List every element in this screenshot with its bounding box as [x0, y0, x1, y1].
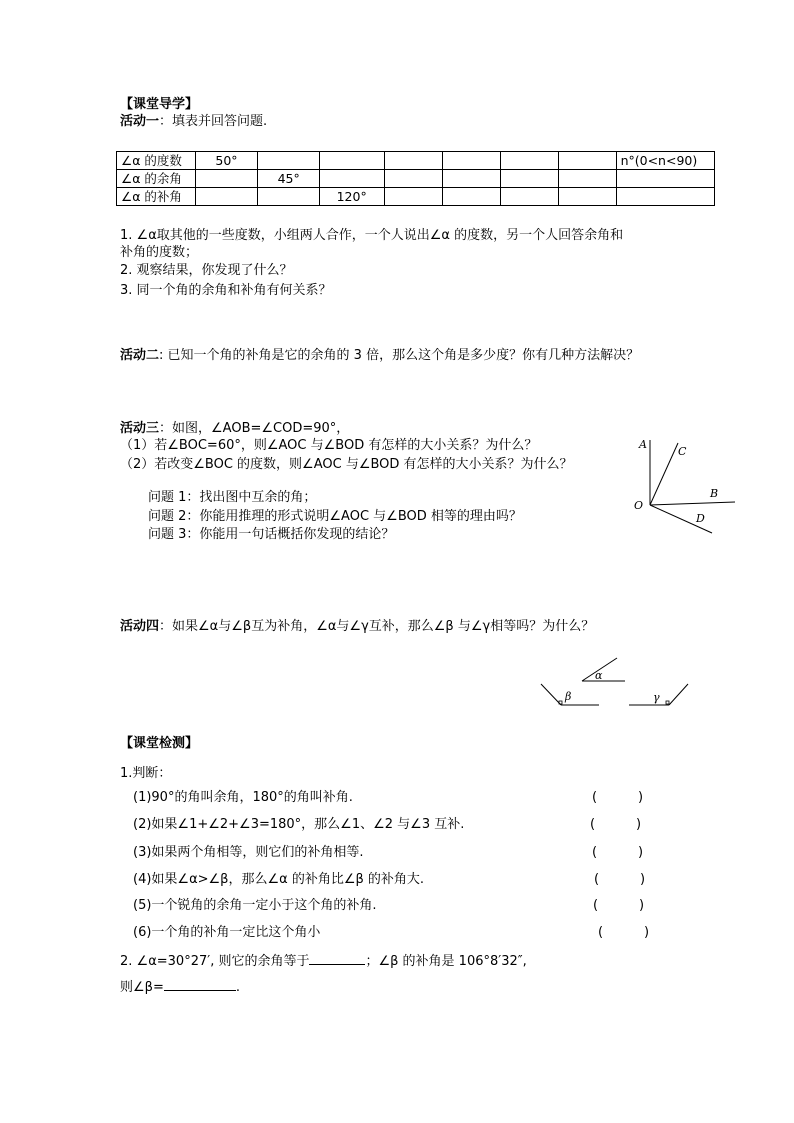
fill-line2-prefix: 则∠β= — [120, 980, 164, 995]
angle-figure-alpha-beta-gamma — [535, 650, 695, 710]
activity3-text: ：如图，∠AOB=∠COD=90°， — [159, 421, 350, 436]
table-cell[interactable] — [384, 188, 442, 206]
judge-item-3: (3)如果两个角相等，则它们的补角相等. — [133, 845, 364, 860]
table-row-label: ∠α 的余角 — [117, 170, 196, 188]
table-cell[interactable] — [616, 170, 714, 188]
activity1-title: 活动一 — [120, 114, 160, 129]
table-cell[interactable] — [442, 188, 500, 206]
table-cell: 45° — [258, 170, 319, 188]
judge-item-2: (2)如果∠1+∠2+∠3=180°，那么∠1、∠2 与∠3 互补. — [133, 817, 465, 832]
table-cell[interactable] — [500, 152, 558, 170]
activity2-text: : 已知一个角的补角是它的余角的 3 倍，那么这个角是多少度？你有几种方法解决？ — [159, 348, 640, 363]
figure-label-c: C — [678, 445, 687, 458]
activity4-line — [120, 619, 594, 635]
judge-item-5: (5)一个锐角的余角一定小于这个角的补角. — [133, 898, 377, 913]
fill-line2-suffix: . — [235, 980, 240, 995]
row-alpha-degree — [117, 152, 715, 170]
figure-label-a: A — [639, 438, 647, 451]
paren-open: ( — [593, 898, 599, 913]
fill-line1 — [120, 951, 527, 970]
table-cell[interactable] — [384, 152, 442, 170]
judge-answer-1[interactable] — [592, 790, 648, 806]
paren-close: ) — [636, 817, 642, 832]
table-cell[interactable] — [195, 170, 258, 188]
table-cell[interactable] — [195, 188, 258, 206]
table-cell[interactable] — [500, 188, 558, 206]
paren-open: ( — [590, 817, 596, 832]
activity3-problem2: 问题 2：你能用推理的形式说明∠AOC 与∠BOD 相等的理由吗？ — [148, 509, 522, 524]
table-cell[interactable] — [258, 152, 319, 170]
fill-line1-suffix: ；∠β 的补角是 106°8′32″, — [365, 954, 527, 969]
activity3-title: 活动三 — [120, 421, 160, 436]
activity3-problem1: 问题 1：找出图中互余的角； — [148, 490, 317, 505]
judge-answer-6[interactable] — [598, 925, 654, 941]
beta-label: β — [565, 690, 572, 703]
row-alpha-supplement — [117, 188, 715, 206]
table-cell[interactable] — [558, 188, 616, 206]
fill-line1-prefix: 2. ∠α=30°27′, 则它的余角等于 — [120, 954, 310, 969]
table-row-label: ∠α 的度数 — [117, 152, 196, 170]
table-cell[interactable] — [442, 152, 500, 170]
activity2-line — [120, 348, 639, 364]
figure-label-d: D — [696, 512, 705, 525]
activity1-question1-line2: 补角的度数； — [120, 245, 199, 260]
section-heading-test: 【课堂检测】 — [120, 736, 199, 751]
table-cell[interactable] — [558, 152, 616, 170]
judge-item-6: (6)一个角的补角一定比这个角小 — [133, 925, 321, 940]
beta-answer-blank[interactable] — [164, 977, 236, 991]
activity3-question1: （1）若∠BOC=60°，则∠AOC 与∠BOD 有怎样的大小关系？为什么？ — [120, 438, 538, 453]
paren-close: ) — [638, 845, 644, 860]
activity1-text: ：填表并回答问题. — [159, 114, 268, 129]
angle-figure-aob-cod — [630, 430, 740, 540]
gamma-label: γ — [653, 691, 660, 704]
activity1-question2: 2. 观察结果，你发现了什么？ — [120, 263, 293, 278]
table-cell[interactable] — [319, 170, 384, 188]
activity1-question3: 3. 同一个角的余角和补角有何关系？ — [120, 283, 332, 298]
judge-title: 1.判断： — [120, 766, 172, 781]
figure-label-o: O — [634, 499, 644, 512]
paren-close: ) — [638, 790, 644, 805]
judge-answer-2[interactable] — [590, 817, 646, 833]
activity1-line — [120, 114, 267, 130]
paren-close: ) — [640, 872, 646, 887]
activity3-question2: （2）若改变∠BOC 的度数，则∠AOC 与∠BOD 有怎样的大小关系？为什么？ — [120, 457, 573, 472]
paren-close: ) — [639, 898, 645, 913]
table-cell: n°(0<n<90) — [616, 152, 714, 170]
judge-item-4: (4)如果∠α>∠β，那么∠α 的补角比∠β 的补角大. — [133, 872, 425, 887]
table-cell[interactable] — [558, 170, 616, 188]
table-row-label: ∠α 的补角 — [117, 188, 196, 206]
activity1-question1-line1: 1. ∠α取其他的一些度数，小组两人合作，一个人说出∠α 的度数，另一个人回答余角和 — [120, 228, 624, 243]
paren-close: ) — [644, 925, 650, 940]
paren-open: ( — [592, 790, 598, 805]
table-cell[interactable] — [616, 188, 714, 206]
paren-open: ( — [592, 845, 598, 860]
paren-open: ( — [598, 925, 604, 940]
table-cell: 50° — [195, 152, 258, 170]
fill-line2 — [120, 977, 240, 996]
alpha-label: α — [595, 669, 603, 682]
activity3-line — [120, 421, 349, 437]
judge-answer-4[interactable] — [594, 872, 650, 888]
section-heading-guide: 【课堂导学】 — [120, 97, 199, 112]
table-cell[interactable] — [442, 170, 500, 188]
judge-answer-5[interactable] — [593, 898, 649, 914]
table-cell[interactable] — [500, 170, 558, 188]
activity4-title: 活动四 — [120, 619, 160, 634]
activity4-text: ：如果∠α与∠β互为补角，∠α与∠γ互补，那么∠β 与∠γ相等吗？为什么？ — [159, 619, 595, 634]
table-cell[interactable] — [258, 188, 319, 206]
table-cell: 120° — [319, 188, 384, 206]
figure-label-b: B — [710, 487, 719, 500]
table-cell[interactable] — [384, 170, 442, 188]
judge-answer-3[interactable] — [592, 845, 648, 861]
complement-answer-blank[interactable] — [309, 951, 365, 965]
degree-table — [116, 151, 715, 206]
judge-item-1: (1)90°的角叫余角，180°的角叫补角. — [133, 790, 353, 805]
row-alpha-complement — [117, 170, 715, 188]
table-cell[interactable] — [319, 152, 384, 170]
activity2-title: 活动二 — [120, 348, 160, 363]
activity3-problem3: 问题 3：你能用一句话概括你发现的结论？ — [148, 527, 395, 542]
paren-open: ( — [594, 872, 600, 887]
